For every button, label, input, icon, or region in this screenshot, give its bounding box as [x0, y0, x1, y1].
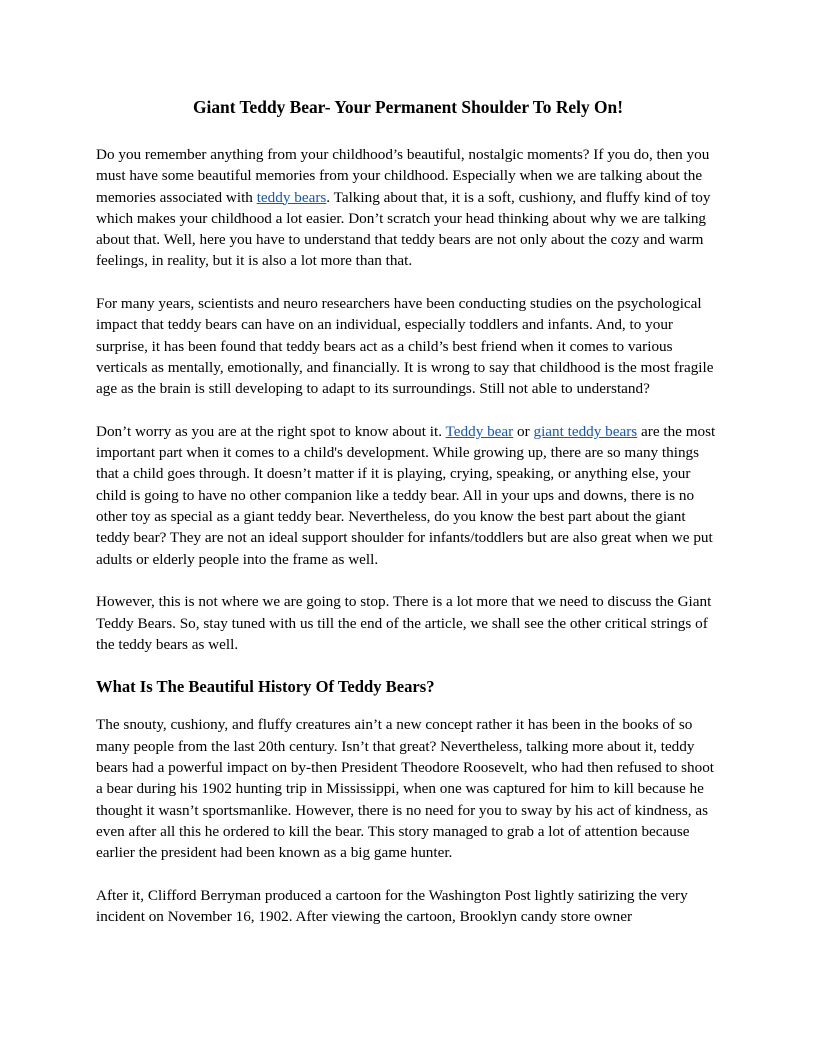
giant-teddy-bears-link[interactable]: giant teddy bears — [533, 422, 638, 440]
document-page — [96, 96, 720, 949]
paragraph-text: . Talking about that, it is a soft, cushiony, and fluffy kind of toy which makes your childhood a lot easier. Don’t scratch your head thinking about why we are talking about that. Well, here you have to understand that teddy bears are not only about the cozy and warm feelings, in reality, but it is also a lot more than that. — [96, 188, 711, 270]
document-title: Giant Teddy Bear- Your Permanent Shoulder To Rely On! — [193, 97, 623, 117]
paragraph-text: are the most important part when it comes to a child's development. While growing up, there are so many things that a child goes through. It doesn’t matter if it is playing, crying, speaking, or anything else, your child is going to have no other companion like a teddy bear. All in your ups and downs, there is no other toy as special as a giant teddy bear. Nevertheless, do you know the best part about the giant teddy bear? They are not an ideal support shoulder for infants/toddlers but are also great when we put adults or elderly people into the frame as well. — [96, 422, 716, 568]
section-heading-history: What Is The Beautiful History Of Teddy Bears? — [96, 677, 435, 697]
paragraph-text: Do you remember anything from your childhood’s beautiful, nostalgic moments? If you do, then you must have some beautiful memories from your childhood. Especially when we are talking about the memories associated with — [96, 146, 710, 206]
paragraph-history: The snouty, cushiony, and fluffy creatures ain’t a new concept rather it has been in the books of so many people from the last 20th century. Isn’t that great? Nevertheless, talking more about it, teddy bears had a powerful impact on by-then President Theodore Roosevelt, who had then refused to shoot a bear during his 1902 hunting trip in Mississippi, when one was captured for him to kill because he thought it wasn’t sportsmanlike. However, there is no need for you to sway by his act of kindness, as even after all this he ordered to kill the bear. This story managed to grab a lot of attention because earlier the president had been known as a big game hunter. — [96, 716, 715, 862]
paragraph-development — [96, 421, 720, 570]
paragraph-cartoon: After it, Clifford Berryman produced a cartoon for the Washington Post lightly satirizing the very incident on November 16, 1902. After viewing the cartoon, Brooklyn candy store owner — [96, 886, 688, 926]
paragraph-intro — [96, 144, 720, 272]
paragraph-text: Don’t worry as you are at the right spot to know about it. — [96, 422, 446, 440]
teddy-bears-link[interactable]: teddy bears — [256, 188, 327, 206]
paragraph-research: For many years, scientists and neuro researchers have been conducting studies on the psychological impact that teddy bears can have on an individual, especially toddlers and infants. And, to your surprise, it has been found that teddy bears act as a child’s best friend when it comes to various verticals as mentally, emotionally, and financially. It is wrong to say that childhood is the most fragile age as the brain is still developing to adapt to its surroundings. Still not able to understand? — [96, 295, 714, 398]
paragraph-stay-tuned: However, this is not where we are going to stop. There is a lot more that we need to discuss the Giant Teddy Bears. So, stay tuned with us till the end of the article, we shall see the other critical strings of the teddy bears as well. — [96, 593, 712, 653]
teddy-bear-link[interactable]: Teddy bear — [445, 422, 514, 440]
paragraph-text: or — [513, 422, 534, 440]
